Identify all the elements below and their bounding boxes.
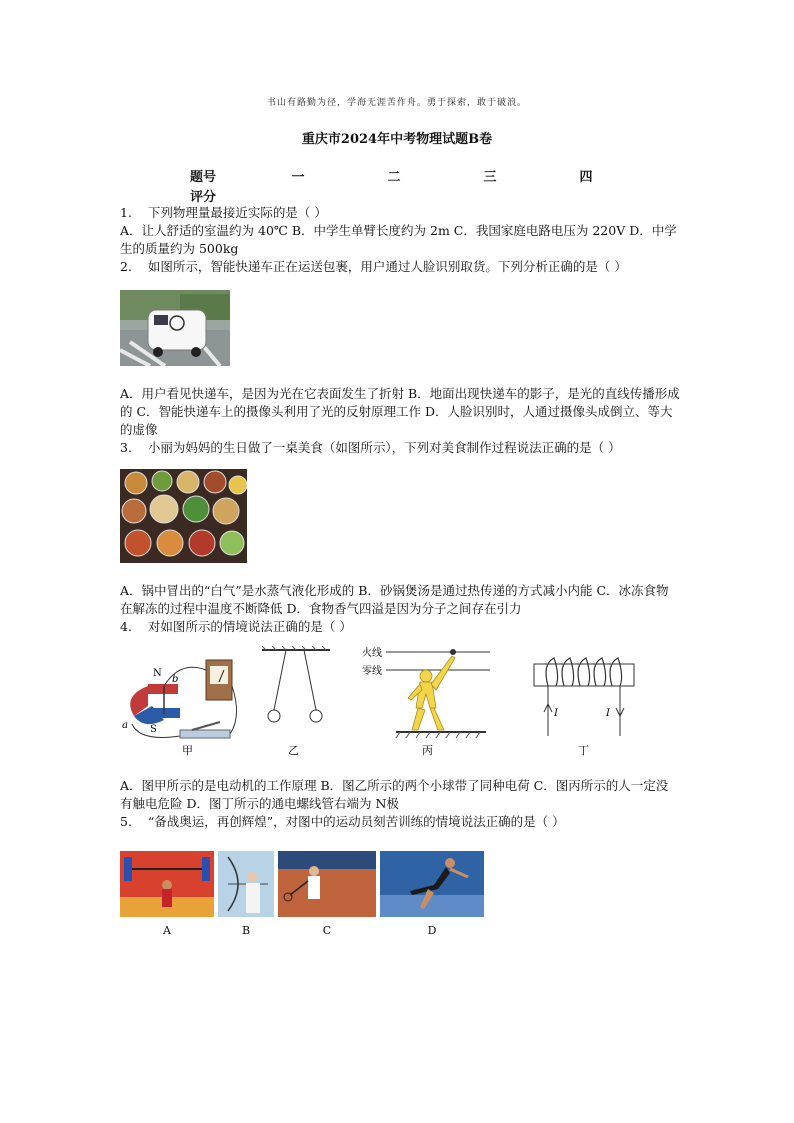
question-options: A．用户看见快递车，是因为光在它表面发生了折射 B．地面出现快递车的影子，是光的直线传播形成的 C．智能快递车上的摄像头利用了光的反射原理工作 D．人脸识别时，人通过摄像头成倒立、等大的虚像 (120, 386, 680, 437)
question-number: 5. (120, 814, 132, 829)
fig-label-yi: 乙 (288, 744, 299, 757)
question-stem: 下列物理量最接近实际的是（ ） (147, 205, 327, 220)
question-options: A．图甲所示的是电动机的工作原理 B．图乙所示的两个小球带了同种电荷 C．图丙所示的人一定没有触电危险 D．图丁所示的通电螺线管右端为 N极 (120, 778, 669, 811)
score-col-2: 二 (387, 169, 401, 185)
question-stem: “备战奥运，再创辉煌”，对图中的运动员刻苦训练的情境说法正确的是（ ） (147, 814, 565, 829)
question-options: A．让人舒适的室温约为 40℃ B．中学生单臂长度约为 2m C．我国家庭电路电压为 220V D．中学生的质量约为 500kg (120, 223, 677, 256)
wire-b-label: b (172, 674, 179, 685)
wire-a-label: a (122, 720, 128, 731)
figure-bing (362, 646, 490, 757)
question-3 (120, 439, 680, 618)
photo-b-label: B (241, 924, 251, 937)
questions (120, 204, 680, 954)
magnet-s-label: S (150, 724, 157, 735)
question-1 (120, 204, 680, 258)
page-title: 重庆市2024年中考物理试题B卷 (301, 132, 493, 147)
header-motto: 书山有路勤为径，学海无涯苦作舟。勇于探索，敢于破浪。 (266, 98, 527, 108)
question-number: 3. (120, 440, 132, 455)
figure-yi (262, 646, 330, 757)
current-label-left: I (554, 708, 558, 719)
score-col-header: 题号 (190, 169, 217, 185)
score-col-4: 四 (579, 169, 593, 185)
score-col-3: 三 (483, 169, 497, 185)
question-options: A．锅中冒出的“白气”是水蒸气液化形成的 B．砂锅煲汤是通过热传递的方式减小内能 C．冰冻食物在解冻的过程中温度不断降低 D．食物香气四溢是因为分子之间存在引力 (120, 583, 669, 616)
zero-line-label: 零线 (362, 666, 382, 677)
question-stem: 如图所示，智能快递车正在运送包裹，用户通过人脸识别取货。下列分析正确的是（ ） (147, 259, 627, 274)
food-table-photo (120, 469, 680, 568)
fig-label-jia: 甲 (182, 744, 193, 757)
question-stem: 小丽为妈妈的生日做了一桌美食（如图所示），下列对美食制作过程说法正确的是（ ） (147, 440, 621, 455)
weightlifting-image (120, 851, 214, 917)
fire-line-label: 火线 (362, 648, 382, 659)
question-number: 1. (120, 205, 132, 220)
photo-c-label: C (322, 924, 332, 937)
current-label-right: I (606, 708, 610, 719)
score-value-row (190, 185, 650, 205)
fig-label-ding: 丁 (578, 744, 589, 757)
photo-b (218, 851, 274, 940)
question-5 (120, 813, 680, 940)
question-4 (120, 618, 680, 813)
figure-5 (120, 851, 680, 940)
question-2 (120, 258, 680, 439)
photo-c (278, 851, 376, 940)
figure-4-diagram (120, 646, 640, 758)
question-stem: 对如图所示的情境说法正确的是（ ） (147, 619, 352, 634)
food-table-image (120, 469, 247, 563)
score-col-1: 一 (291, 169, 305, 185)
question-number: 4. (120, 619, 132, 634)
table-tennis-image (380, 851, 484, 917)
tennis-image (278, 851, 376, 917)
figure-ding (534, 658, 634, 757)
photo-a-label: A (163, 924, 171, 937)
fig-label-bing: 丙 (422, 744, 433, 757)
score-row-label: 评分 (190, 189, 217, 205)
photo-d-label: D (427, 924, 437, 937)
figure-4 (120, 646, 680, 763)
score-table (190, 165, 650, 205)
photo-a (120, 851, 214, 940)
question-number: 2. (120, 259, 132, 274)
delivery-truck-image (120, 290, 230, 366)
photo-d (380, 851, 484, 940)
figure-jia (122, 660, 237, 757)
magnet-n-label: N (153, 668, 162, 679)
archery-image (218, 851, 274, 917)
delivery-truck-photo (120, 290, 680, 371)
score-header-row (190, 165, 650, 185)
